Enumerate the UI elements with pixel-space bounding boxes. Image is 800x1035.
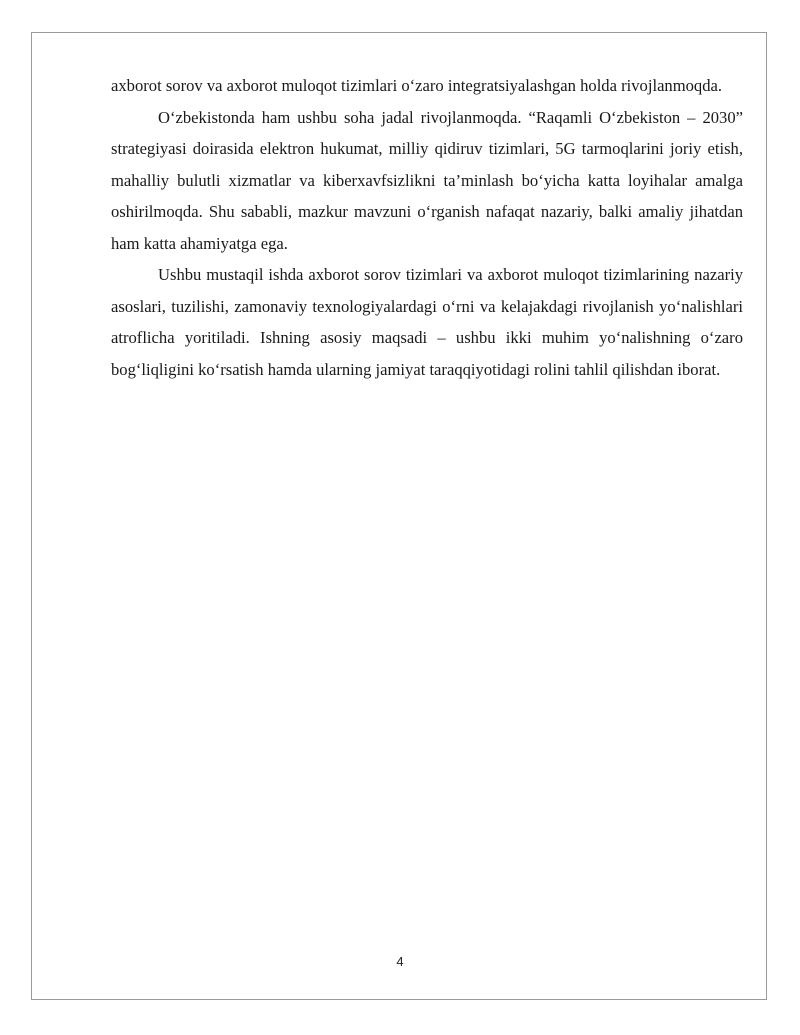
document-body: [111, 70, 743, 385]
paragraph-uzbekistan: O‘zbekistonda ham ushbu soha jadal rivojlanmoqda. “Raqamli O‘zbekiston – 2030” strategiyasi doirasida elektron hukumat, milliy qidiruv tizimlari, 5G tarmoqlarini joriy etish, mahalliy bulutli xizmatlar va kiberxavfsizlikni ta’minlash bo‘yicha katta loyihalar amalga oshirilmoqda. Shu sababli, mazkur mavzuni o‘rganish nafaqat nazariy, balki amaliy jihatdan ham katta ahamiyatga ega.: [111, 107, 743, 253]
paragraph-continuation: axborot sorov va axborot muloqot tizimlari o‘zaro integratsiyalashgan holda rivojlanmoqda.: [111, 76, 723, 95]
paragraph-purpose: Ushbu mustaqil ishda axborot sorov tizimlari va axborot muloqot tizimlarining nazariy asoslari, tuzilishi, zamonaviy texnologiyalardagi o‘rni va kelajakdagi rivojlanish yo‘nalishlari atroflicha yoritiladi. Ishning asosiy maqsadi – ushbu ikki muhim yo‘nalishning o‘zaro bog‘liqligini ko‘rsatish hamda ularning jamiyat taraqqiyotidagi rolini tahlil qilishdan iborat.: [111, 265, 743, 379]
page-number: 4: [396, 954, 404, 969]
